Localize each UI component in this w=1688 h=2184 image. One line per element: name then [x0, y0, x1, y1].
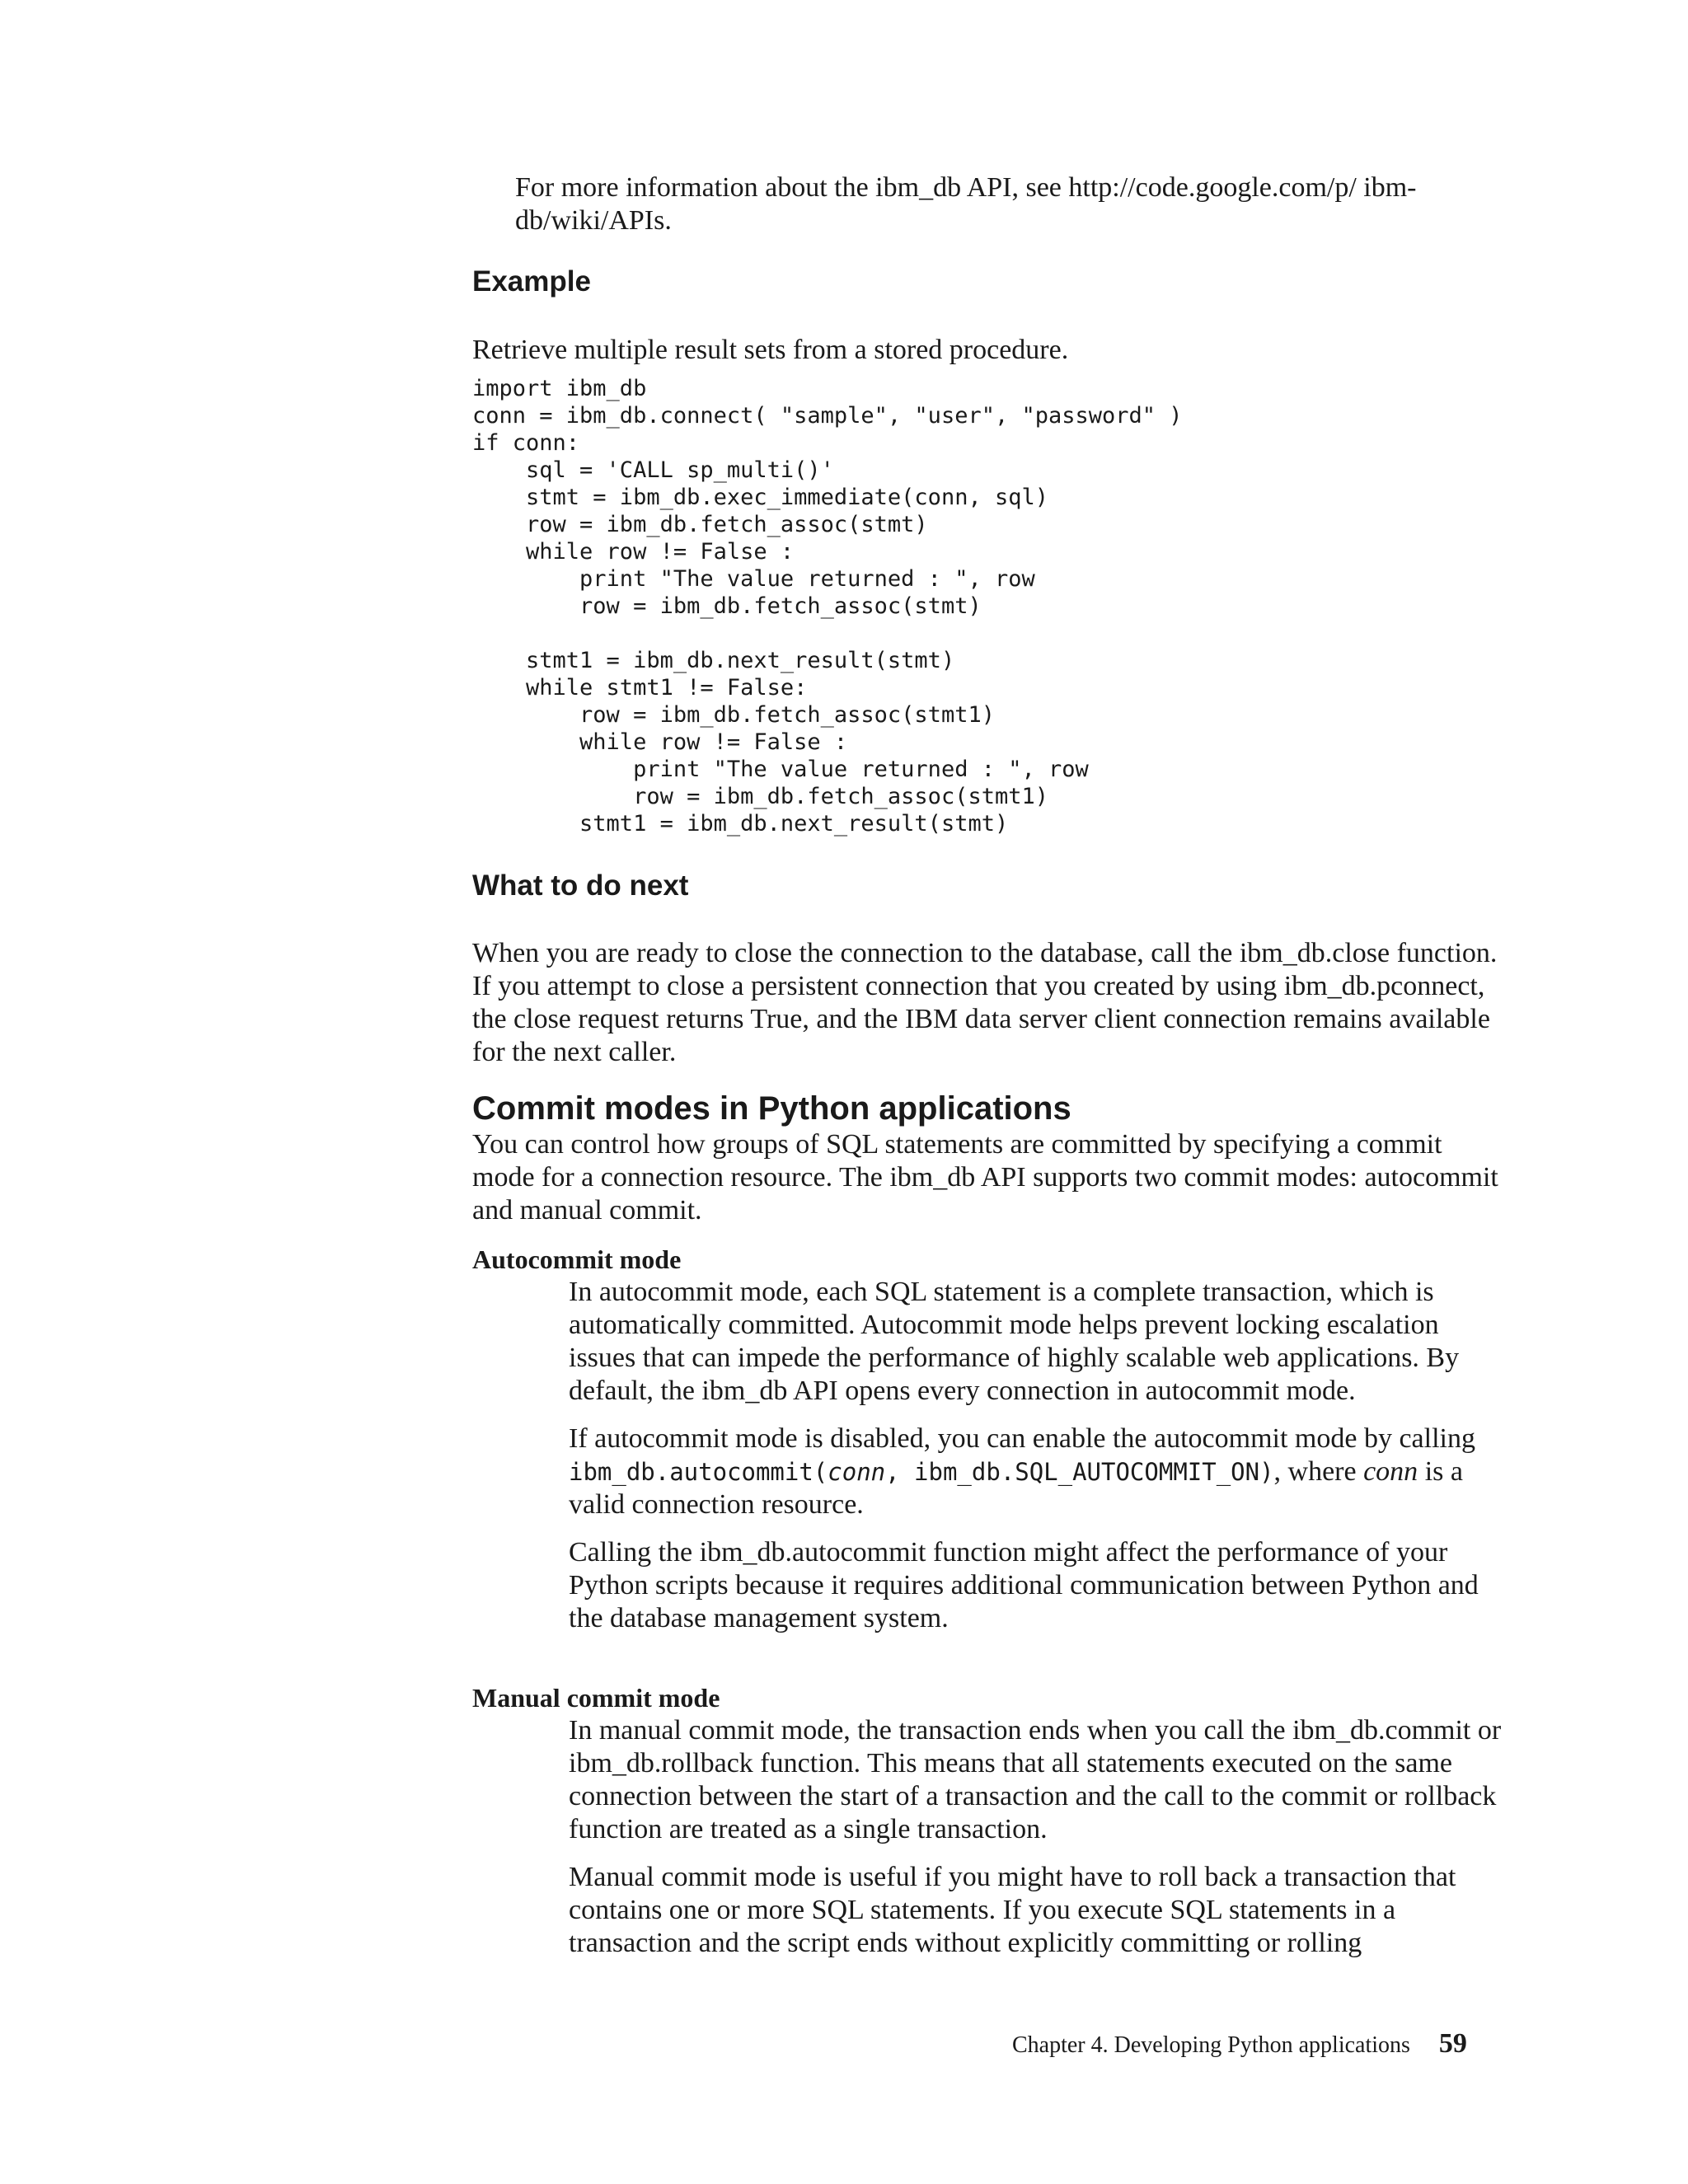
- example-description: Retrieve multiple result sets from a stored procedure.: [472, 335, 1069, 365]
- manual-commit-term: Manual commit mode: [472, 1683, 720, 1713]
- autocommit-where-text: , where: [1273, 1456, 1364, 1487]
- commit-modes-intro: You can control how groups of SQL statements are committed by specifying a commit mode for a connection resource. The ibm_db API supports two commit modes: autocommit and manual commit.: [472, 1129, 1498, 1226]
- intro-paragraph: For more information about the ibm_db API, see http://code.google.com/p/ ibm-db/wiki/APIs.: [515, 172, 1417, 236]
- autocommit-definition: [569, 1276, 1504, 1650]
- autocommit-paragraph-2: [569, 1422, 1504, 1521]
- page-footer: [1012, 2027, 1467, 2062]
- manual-commit-paragraph-1: In manual commit mode, the transaction ends when you call the ibm_db.commit or ibm_db.rollback function. This means that all statements executed on the same connection between the start of a transaction and the call to the commit or rollback function are treated as a single transaction.: [569, 1715, 1502, 1844]
- autocommit-call-arg: conn: [828, 1458, 886, 1486]
- autocommit-call-func: ibm_db.autocommit(: [569, 1458, 828, 1486]
- example-heading: Example: [472, 265, 591, 298]
- manual-commit-paragraph-2: Manual commit mode is useful if you might have to roll back a transaction that contains one or more SQL statements. If you execute SQL statements in a transaction and the script ends without explicitly committing or rolling: [569, 1862, 1456, 1958]
- what-to-do-next-paragraph: When you are ready to close the connection to the database, call the ibm_db.close function. If you attempt to close a persistent connection that you created by using ibm_db.pconnect, the close request returns True, and the IBM data server client connection remains available for the next caller.: [472, 938, 1498, 1067]
- autocommit-p2-text: If autocommit mode is disabled, you can enable the autocommit mode by calling: [569, 1423, 1475, 1454]
- autocommit-conn-term: conn: [1363, 1456, 1418, 1487]
- autocommit-paragraph-1: In autocommit mode, each SQL statement is a complete transaction, which is automatically committed. Autocommit mode helps prevent locking escalation issues that can impede the performance of highly scalable web applications. By default, the ibm_db API opens every connection in autocommit mode.: [569, 1277, 1460, 1406]
- manual-commit-definition: [569, 1714, 1504, 1975]
- page-number: 59: [1438, 2028, 1467, 2059]
- what-to-do-next-heading: What to do next: [472, 869, 689, 902]
- autocommit-paragraph-3: Calling the ibm_db.autocommit function might affect the performance of your Python scripts because it requires additional communication between Python and the database management system.: [569, 1537, 1479, 1633]
- autocommit-call-rest: , ibm_db.SQL_AUTOCOMMIT_ON): [885, 1458, 1274, 1486]
- autocommit-call-code: [569, 1458, 1274, 1486]
- code-example: import ibm_db conn = ibm_db.connect( "sample", "user", "password" ) if conn: sql = 'CALL sp_multi()' stmt = ibm_db.exec_immediate(conn, sql) row = ibm_db.fetch_assoc(stmt) while row != False : print "The value returned : ", row row = ibm_db.fetch_assoc(stmt) stmt1 = ibm_db.next_result(stmt) while stmt1 != False: row = ibm_db.fetch_assoc(stmt1) while row != False : print "The value returned : ", row row = ibm_db.fetch_assoc(stmt1) stmt1 = ibm_db.next_result(stmt): [472, 376, 1183, 837]
- commit-modes-heading: Commit modes in Python applications: [472, 1090, 1071, 1127]
- autocommit-term: Autocommit mode: [472, 1244, 682, 1274]
- footer-chapter-title: Chapter 4. Developing Python applications: [1012, 2032, 1410, 2058]
- autocommit-after-text: is a valid connection resource.: [569, 1456, 1463, 1520]
